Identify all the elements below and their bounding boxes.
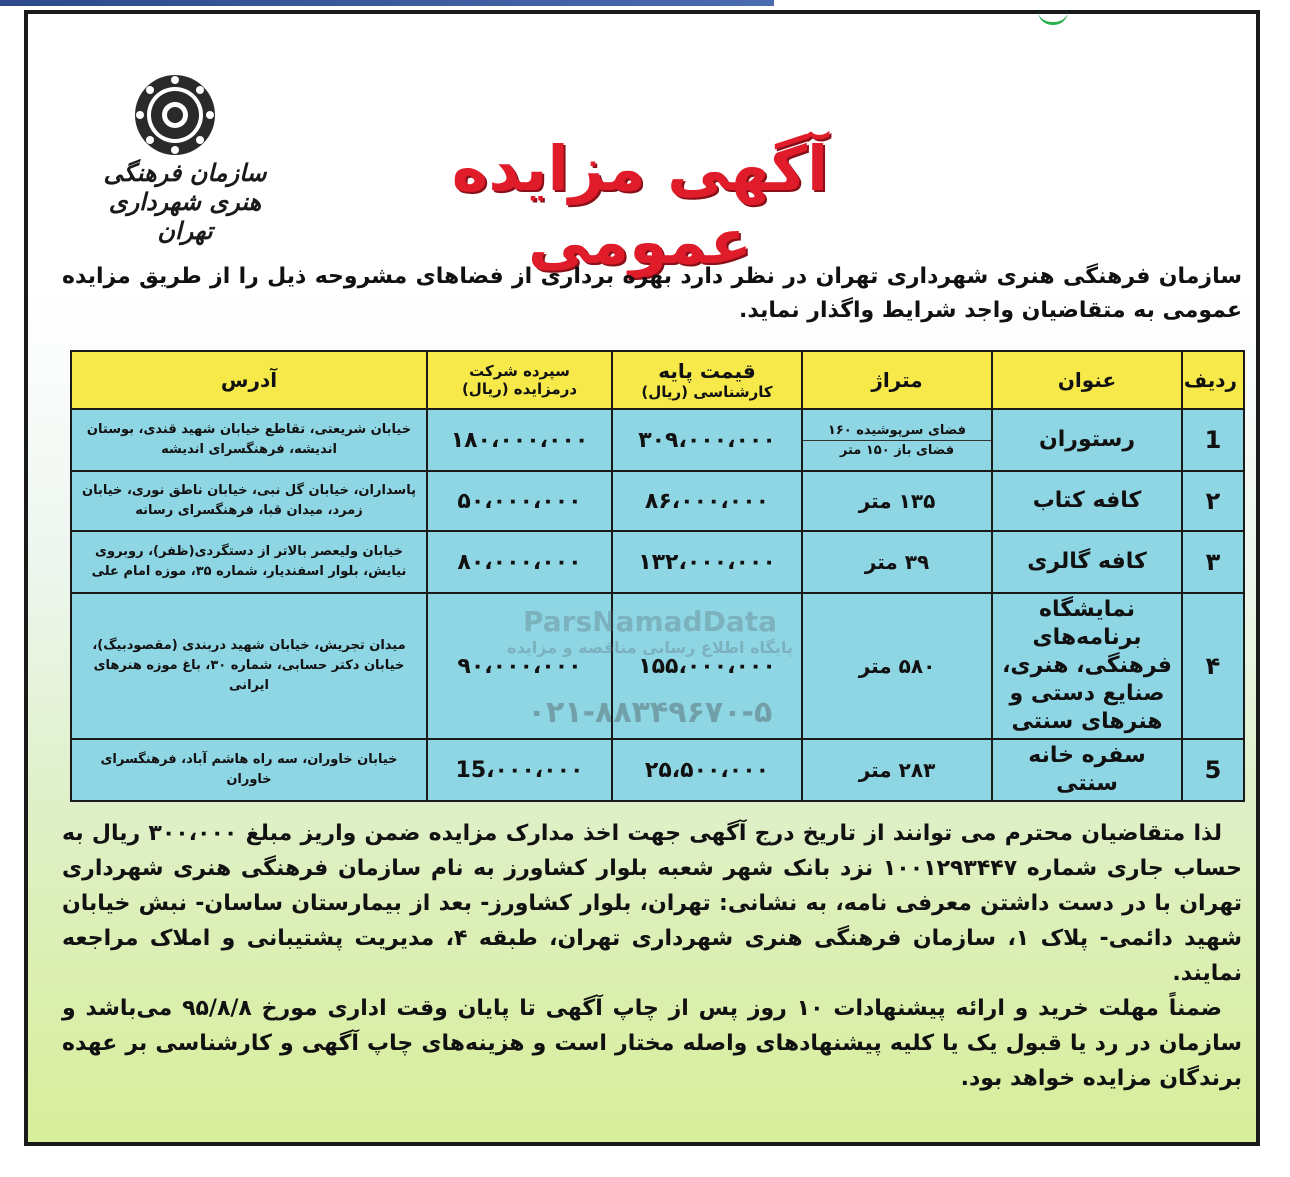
row-title: سفره خانه سنتی — [992, 739, 1182, 801]
watermark-brand: ParsNamadData — [523, 605, 777, 638]
terms-text — [62, 816, 1242, 1096]
table-row — [71, 531, 1244, 593]
header-area: متراژ — [802, 351, 992, 409]
row-title: نمایشگاه برنامه‌های فرهنگی، هنری، صنایع دستی و هنرهای سنتی — [992, 593, 1182, 739]
row-area — [802, 409, 992, 471]
row-number: ۳ — [1182, 531, 1244, 593]
row-address: پاسداران، خیابان گل نبی، خیابان ناطق نوری، خیابان زمرد، میدان قبا، فرهنگسرای رسانه — [71, 471, 427, 531]
row-area-open: فضای باز ۱۵۰ متر — [839, 442, 955, 458]
row-title: کافه گالری — [992, 531, 1182, 593]
row-deposit: ۸۰،۰۰۰،۰۰۰ — [427, 531, 612, 593]
row-address: میدان تجریش، خیابان شهید دربندی (مقصودبیگ)، خیابان دکتر حسابی، شماره ۳۰، باغ موزه هنرهای ایرانی — [71, 593, 427, 739]
header-address: آدرس — [71, 351, 427, 409]
row-base-price: ۱۵۵،۰۰۰،۰۰۰ — [612, 593, 802, 739]
watermark-phone: ۰۲۱-۸۸۳۴۹۶۷۰-۵ — [527, 695, 773, 730]
row-number: 5 — [1182, 739, 1244, 801]
row-deposit: ۱۸۰،۰۰۰،۰۰۰ — [427, 409, 612, 471]
row-number: 1 — [1182, 409, 1244, 471]
org-logo — [95, 70, 275, 245]
header-title: عنوان — [992, 351, 1182, 409]
row-area: ۲۸۳ متر — [802, 739, 992, 801]
row-address: خیابان ولیعصر بالاتر از دستگردی(ظفر)، روبروی نیایش، بلوار اسفندیار، شماره ۳۵، موزه امام علی — [71, 531, 427, 593]
flower-logo-icon — [130, 70, 220, 160]
row-area: ۳۹ متر — [802, 531, 992, 593]
row-deposit: ۵۰،۰۰۰،۰۰۰ — [427, 471, 612, 531]
row-title: کافه کتاب — [992, 471, 1182, 531]
row-deposit: ۹۰،۰۰۰،۰۰۰ — [427, 593, 612, 739]
row-base-price: ۳۰۹،۰۰۰،۰۰۰ — [612, 409, 802, 471]
row-title: رستوران — [992, 409, 1182, 471]
row-deposit: 15،۰۰۰،۰۰۰ — [427, 739, 612, 801]
header-row-number: ردیف — [1182, 351, 1244, 409]
org-logo-text: سازمان فرهنگی هنری شهرداری تهران — [103, 158, 267, 245]
header-deposit — [427, 351, 612, 409]
table-row — [71, 409, 1244, 471]
table-header-row — [71, 351, 1244, 409]
row-base-price: ۱۳۲،۰۰۰،۰۰۰ — [612, 531, 802, 593]
corner-pen-mark — [1038, 8, 1068, 25]
row-base-price: ۸۶،۰۰۰،۰۰۰ — [612, 471, 802, 531]
header-base-price — [612, 351, 802, 409]
table-row — [71, 593, 1244, 739]
row-number: ۲ — [1182, 471, 1244, 531]
table-row — [71, 471, 1244, 531]
header-deposit-line1: سپرده شرکت — [469, 362, 570, 380]
header-base-price-line2: کارشناسی (ریال) — [641, 383, 773, 401]
row-address: خیابان شریعتی، تقاطع خیابان شهید قندی، بوستان اندیشه، فرهنگسرای اندیشه — [71, 409, 427, 471]
row-area: ۵۸۰ متر — [802, 593, 992, 739]
table-row — [71, 739, 1244, 801]
top-border-line — [0, 0, 1290, 6]
row-area-covered: فضای سرپوشیده ۱۶۰ — [803, 421, 991, 441]
row-address: خیابان خاوران، سه راه هاشم آباد، فرهنگسرای خاوران — [71, 739, 427, 801]
header-deposit-line2: درمزایده (ریال) — [461, 380, 578, 398]
watermark-subtitle: پایگاه اطلاع رسانی مناقصه و مزایده — [507, 638, 793, 657]
terms-paragraph-1: لذا متقاضیان محترم می توانند از تاریخ درج آگهی جهت اخذ مدارک مزایده ضمن واریز مبلغ ۳۰۰،۰۰۰ ریال به حساب جاری شماره ۱۰۰۱۲۹۳۴۴۷ نزد بانک شهر شعبه بلوار کشاورز به نام سازمان فرهنگی هنری شهرداری تهران با در دست داشتن معرفی نامه، به نشانی: تهران، بلوار کشاورز- بعد از بیمارستان ساسان- نبش خیابان شهید دائمی- پلاک ۱، سازمان فرهنگی هنری شهرداری تهران، طبقه ۴، مدیریت پشتیبانی و املاک مراجعه نمایند. — [62, 821, 1242, 986]
auction-table — [70, 350, 1245, 802]
row-number: ۴ — [1182, 593, 1244, 739]
row-base-price: ۲۵،۵۰۰،۰۰۰ — [612, 739, 802, 801]
terms-paragraph-2: ضمناً مهلت خرید و ارائه پیشنهادات ۱۰ روز پس از چاپ آگهی تا پایان وقت اداری مورخ ۹۵/۸/۸ می‌باشد و سازمان در رد یا قبول یک یا کلیه پیشنهادهای واصله مختار است و هزینه‌های چاپ آگهی و کارشناسی بر عهده برندگان مزایده خواهد بود. — [62, 996, 1242, 1091]
intro-paragraph: سازمان فرهنگی هنری شهرداری تهران در نظر دارد بهره برداری از فضاهای مشروحه ذیل را از طریق مزایده عمومی به متقاضیان واجد شرایط واگذار نماید. — [62, 264, 1242, 323]
page-title: آگهی مزایده عمومی — [451, 132, 829, 278]
row-area: ۱۳۵ متر — [802, 471, 992, 531]
header-base-price-line1: قیمت پایه — [658, 359, 756, 383]
